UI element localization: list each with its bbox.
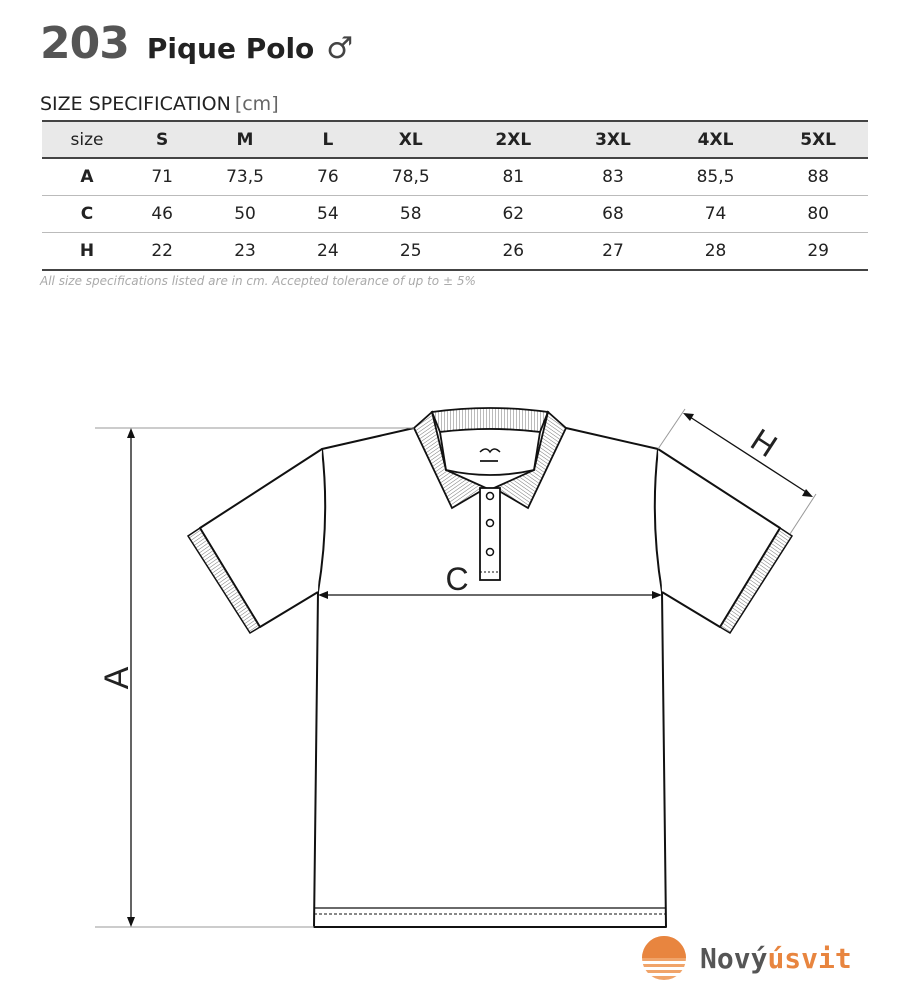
table-cell: 74 [663, 196, 768, 233]
row-label: C [42, 196, 132, 233]
table-cell: 80 [768, 196, 868, 233]
size-header-cell: 3XL [563, 121, 663, 158]
table-cell: 78,5 [358, 158, 463, 196]
table-cell: 23 [192, 233, 297, 271]
size-header-cell: S [132, 121, 192, 158]
size-header-label: size [42, 121, 132, 158]
size-header-cell: 4XL [663, 121, 768, 158]
logo-text [700, 942, 852, 975]
table-cell: 28 [663, 233, 768, 271]
dimension-h-label: H [744, 421, 784, 465]
size-header-cell: 2XL [463, 121, 563, 158]
table-cell: 71 [132, 158, 192, 196]
table-cell: 88 [768, 158, 868, 196]
table-cell: 68 [563, 196, 663, 233]
logo-text-accent: úsvit [767, 941, 852, 975]
table-cell: 76 [298, 158, 358, 196]
size-header-cell: 5XL [768, 121, 868, 158]
table-cell: 81 [463, 158, 563, 196]
logo-text-main: Nový [700, 941, 768, 975]
table-cell: 85,5 [663, 158, 768, 196]
table-cell: 29 [768, 233, 868, 271]
size-spec-unit: [cm] [234, 93, 279, 115]
table-cell: 27 [563, 233, 663, 271]
product-name: Pique Polo [146, 32, 315, 65]
size-header-cell: XL [358, 121, 463, 158]
table-cell: 46 [132, 196, 192, 233]
tolerance-note: All size specifications listed are in cm. Accepted tolerance of up to ± 5% [40, 274, 476, 288]
table-cell: 22 [132, 233, 192, 271]
table-cell: 25 [358, 233, 463, 271]
table-cell: 26 [463, 233, 563, 271]
row-label: A [42, 158, 132, 196]
table-cell: 62 [463, 196, 563, 233]
table-cell: 73,5 [192, 158, 297, 196]
table-cell: 50 [192, 196, 297, 233]
product-code: 203 [40, 18, 129, 69]
novyusvit-logo [636, 933, 852, 983]
table-cell: 54 [298, 196, 358, 233]
male-gender-icon: ♂ [326, 31, 354, 66]
sunrise-icon [636, 933, 692, 983]
table-cell: 24 [298, 233, 358, 271]
row-label: H [42, 233, 132, 271]
dimension-c-label: C [445, 561, 469, 597]
size-header-cell: M [192, 121, 297, 158]
table-cell: 83 [563, 158, 663, 196]
size-header-cell: L [298, 121, 358, 158]
table-cell: 58 [358, 196, 463, 233]
size-spec-title: SIZE SPECIFICATION [40, 93, 231, 115]
dimension-a-label: A [98, 666, 136, 690]
